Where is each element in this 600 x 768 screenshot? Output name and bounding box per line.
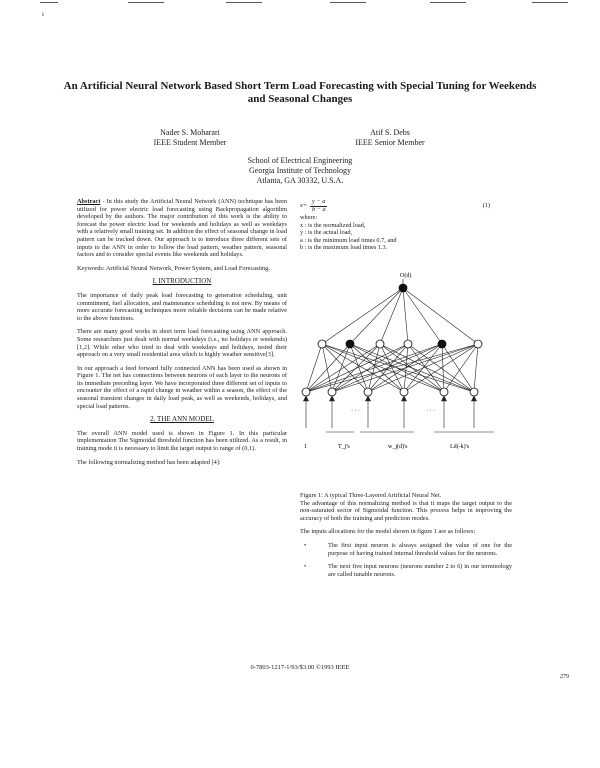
connection-line (403, 288, 408, 344)
connection-line (380, 288, 403, 344)
list-item-text: The first input neuron is always assigned the value of one for the purpose of having trained internal threshold values for the neurons. (328, 541, 512, 557)
right-column (300, 492, 512, 584)
connection-line (474, 344, 478, 392)
list-item (300, 563, 512, 578)
hidden-neuron (404, 340, 412, 348)
hidden-neuron (438, 340, 446, 348)
output-neuron (399, 284, 407, 292)
connection-line (380, 344, 474, 392)
input-neuron (440, 388, 448, 396)
connection-line (306, 344, 322, 392)
hidden-neuron (474, 340, 482, 348)
ann-paragraph: The overall ANN model used is shown in Figure 1. In this particular implementation The Sigmoidal threshold function has been utilized. As a result, in training mode it is necessary to limit the target output to range of (0,1). (77, 429, 287, 453)
input-dots: · · · (351, 408, 360, 414)
arrow-head (442, 396, 447, 401)
hidden-neuron (318, 340, 326, 348)
header-mark: ı (42, 10, 44, 18)
left-column (77, 198, 287, 472)
abstract-label: Abstract (77, 198, 101, 205)
author-1 (120, 128, 260, 148)
affiliation-line: School of Electrical Engineering (247, 156, 353, 165)
input-neuron (364, 388, 372, 396)
connection-line (403, 288, 442, 344)
section-heading-introduction: I. INTRODUCTION (152, 277, 212, 286)
scan-mark (128, 2, 164, 3)
author-role: IEEE Senior Member (355, 138, 425, 147)
equation-block (300, 198, 510, 252)
connection-line (332, 344, 380, 392)
input-dots: · · · (426, 408, 435, 414)
connection-line (404, 344, 478, 392)
right-paragraph: The advantage of this normalizing method is that it maps the target output to the non-saturated sector of Sigmoidal function. This process helps in improving the accuracy of both the training and prediction modes. (300, 499, 512, 522)
definition-line: a : is the minimum load times 0.7, and (300, 236, 397, 244)
equation-lhs: x= (300, 202, 308, 209)
bullet: • (304, 541, 307, 549)
connection-line (350, 344, 404, 392)
ann-paragraph: The following normalizing method has been adapted [4]: (77, 458, 221, 466)
abstract (77, 198, 287, 259)
input-label: T_j's (338, 444, 350, 450)
definition-line: b : is the maximum load times 1.3. (300, 244, 388, 252)
scan-mark (430, 2, 466, 3)
copyright-footer: 0-7803-1217-1/93/$3.00 ©1993 IEEE (250, 664, 350, 671)
equation-number: (1) (482, 202, 490, 209)
scan-mark (330, 2, 366, 3)
figure-caption: Figure 1: A typical Three-Layered Artificial Neural Net. (300, 492, 442, 499)
arrow-head (402, 396, 407, 401)
intro-paragraph: In our approach a feed forward fully connected ANN has been used as shown in Figure 1. The net has connections between neurons of each layer to the neurons of its immediate preceding layer. We have incorporated three different set of inputs to encounter the effect of a rapid change in weather within a season, the effect of the seasonal transient changes in daily load peak, as well as weekends, holidays, and special load patterns. (77, 364, 287, 410)
definition-line: y : is the actual load, (300, 229, 353, 237)
connection-line (442, 344, 444, 392)
hidden-neuron (346, 340, 354, 348)
author-name: Atif S. Debs (370, 128, 410, 137)
affiliation-line: Georgia Institute of Technology (248, 166, 351, 175)
author-2 (320, 128, 460, 148)
input-neuron (470, 388, 478, 396)
right-paragraph: The inputs allocations for the model shown in figure 1 are as follows: (300, 528, 476, 536)
scan-mark (226, 2, 262, 3)
connection-line (350, 288, 403, 344)
hidden-dots: · · · (373, 358, 382, 364)
paper-title: An Artificial Neural Network Based Short Term Load Forecasting with Special Tuning for Weekends and Seasonal Changes (63, 80, 537, 105)
connection-line (322, 288, 403, 344)
arrow-head (366, 396, 371, 401)
list-item (300, 542, 512, 557)
connection-line (403, 288, 478, 344)
hidden-neuron (376, 340, 384, 348)
connection-line (380, 344, 444, 392)
affiliation-line: Atlanta, GA 30332, U.S.A. (256, 176, 344, 185)
input-label: 1 (304, 444, 307, 450)
section-heading-ann-model: 2. THE ANN MODEL (150, 415, 214, 424)
author-name: Nader S. Moharari (160, 128, 220, 137)
input-label: w_j(d)'s (388, 444, 408, 450)
connection-line (368, 344, 478, 392)
keywords: Keywords: Artificial Neural Network, Power System, and Load Forecasting. (77, 264, 270, 272)
abstract-text: - In this study the Artificial Neural Network (ANN) technique has been utilized for power electric load forecasting using Backpropagation algorithm developed by the authors. The major contribution of this work is the ability to forecast the power electric load for weekends and holidays as well as weekdays with a relatively small training set. In addition the effect of seasonal change in load pattern can be tracked down. Our approach is to introduce three different sets of inputs to the ANN in order to follow the load pattern, weather pattern, seasonal factors and to consider special events like weekends and holidays. (77, 198, 287, 259)
input-neuron (328, 388, 336, 396)
neural-net-figure (298, 266, 508, 476)
hidden-dots: · · · (418, 358, 427, 364)
input-label: Ld(-k)'s (450, 444, 470, 450)
input-allocation-list (300, 542, 512, 578)
definition-line: x : is the normalized load, (300, 221, 366, 229)
connection-line (442, 344, 474, 392)
arrow-head (472, 396, 477, 401)
arrow-head (330, 396, 335, 401)
arrow-head (304, 396, 309, 401)
equation-numerator: y − a (312, 198, 326, 205)
list-item-text: The next five input neurons (neurons number 2 to 6) in our terminology are called tunable neurons. (328, 563, 512, 578)
input-neuron (302, 388, 310, 396)
intro-paragraph: There are many good works in short term load forecasting using ANN approach. Some researchers just dealt with normal weekdays (i.e., no holidays or weekends) [1,2]. While other who tried to deal with weekdays and holidays, tested their approach on a very small residential area which is highly weather sensitive[3]. (77, 328, 287, 359)
output-label: O(d) (400, 273, 412, 279)
page-number: 279 (560, 674, 569, 680)
connection-line (350, 344, 368, 392)
scan-mark (532, 2, 568, 3)
equation-denominator: b − a (312, 206, 326, 213)
scan-mark (40, 2, 58, 3)
author-role: IEEE Student Member (153, 138, 227, 147)
affiliation (200, 156, 400, 186)
input-neuron (400, 388, 408, 396)
bullet: • (304, 563, 307, 571)
intro-paragraph: The importance of daily peak load forecasting to generation scheduling, unit commitment, fuel allocation, and maintenance scheduling is not new. By means of more accurate forecasting techniques more reliable decisions can be made relative to the above functions. (77, 291, 287, 322)
where-label: where: (300, 214, 318, 221)
